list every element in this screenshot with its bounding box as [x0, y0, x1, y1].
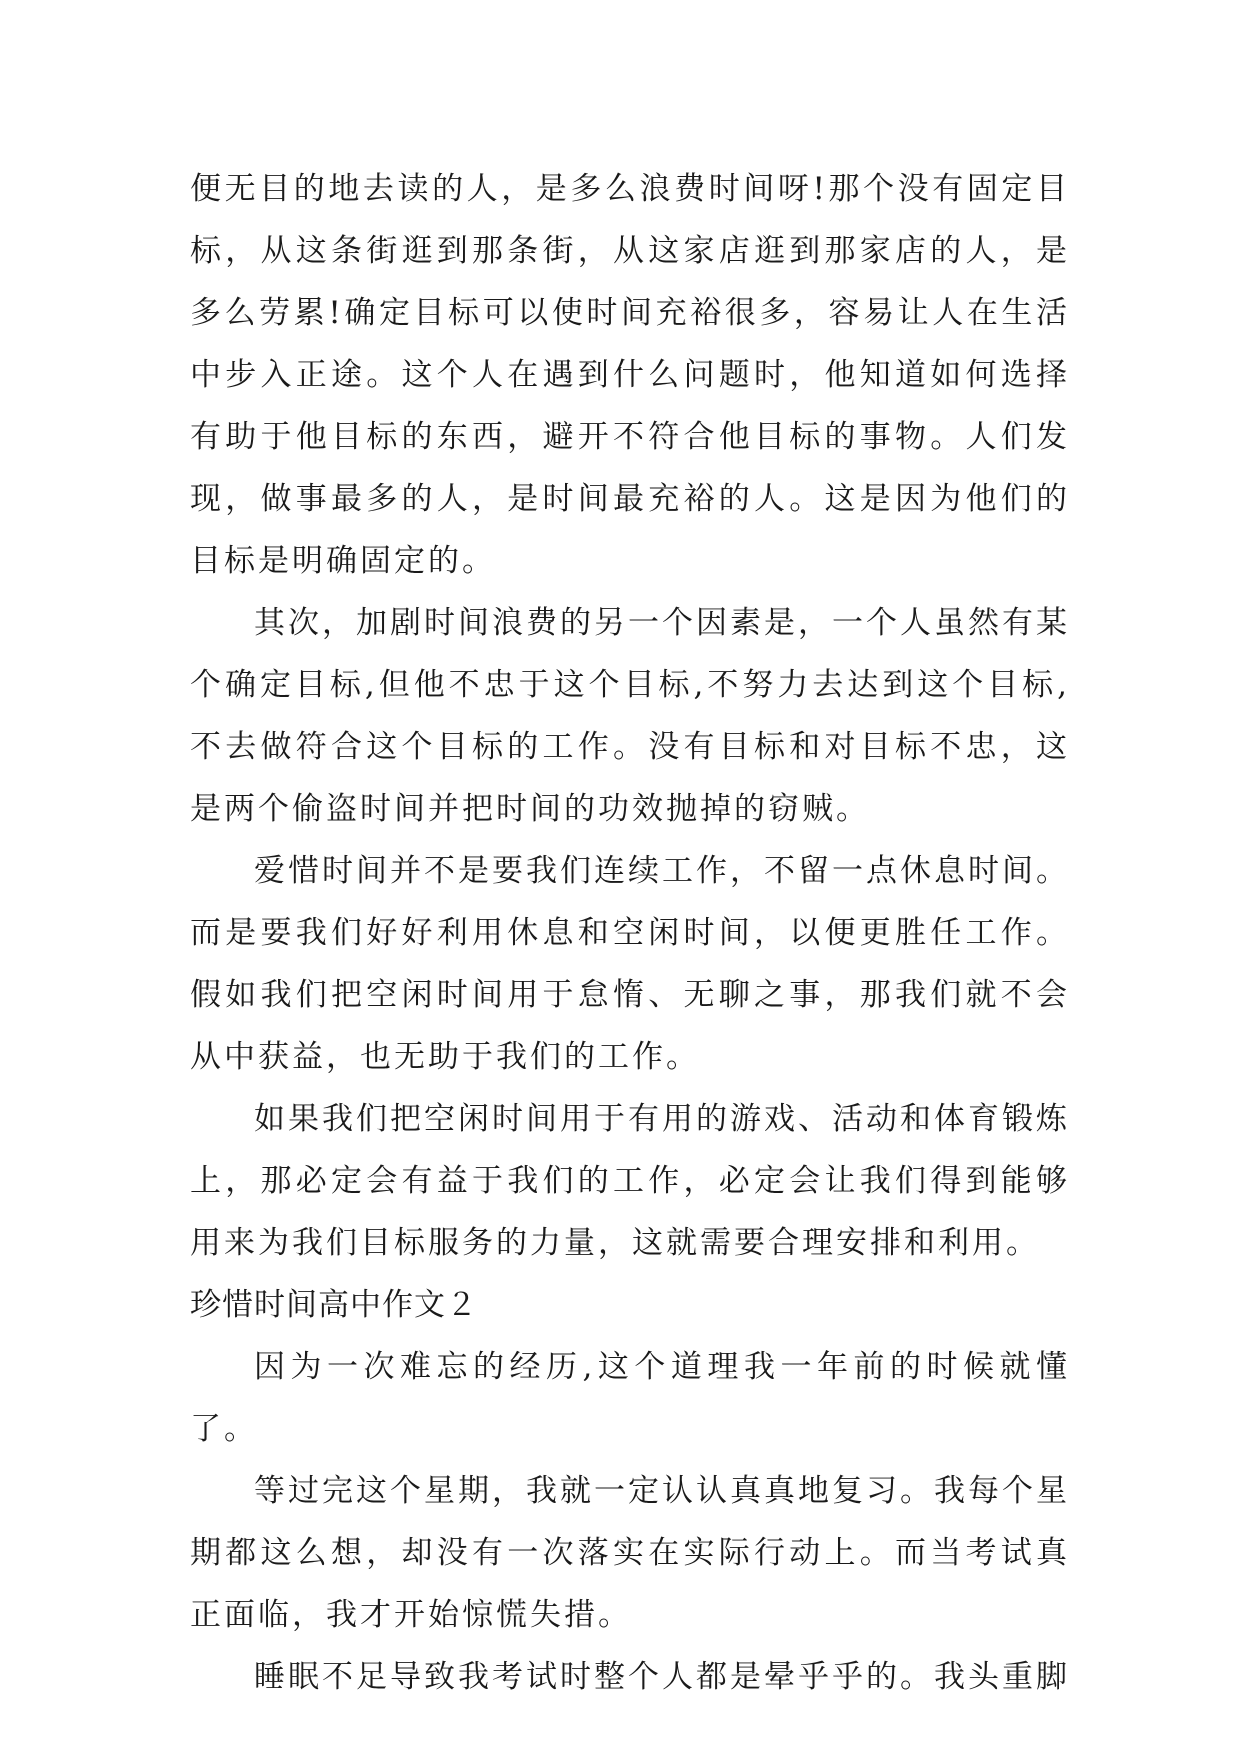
paragraph: 睡眠不足导致我考试时整个人都是晕乎乎的。我头重脚	[254, 1659, 1070, 1695]
paragraph: 如果我们把空闲时间用于有用的游戏、活动和体育锻炼上，那必定会有益于我们的工作，必定会让我们得到能够用来为我们目标服务的力量，这就需要合理安排和利用。	[190, 1101, 1070, 1261]
paragraph: 爱惜时间并不是要我们连续工作，不留一点休息时间。而是要我们好好利用休息和空闲时间，以便更胜任工作。假如我们把空闲时间用于怠惰、无聊之事，那我们就不会从中获益，也无助于我们的工作。	[190, 853, 1070, 1075]
document-body	[190, 158, 1070, 1708]
paragraph: 因为一次难忘的经历,这个道理我一年前的时候就懂了。	[190, 1349, 1070, 1447]
paragraph: 等过完这个星期，我就一定认认真真地复习。我每个星期都这么想，却没有一次落实在实际行动上。而当考试真正面临，我才开始惊慌失措。	[190, 1473, 1070, 1633]
paragraph: 其次，加剧时间浪费的另一个因素是，一个人虽然有某个确定目标,但他不忠于这个目标,不努力去达到这个目标,不去做符合这个目标的工作。没有目标和对目标不忠，这是两个偷盗时间并把时间的功效抛掉的窃贼。	[190, 605, 1070, 827]
section-heading: 珍惜时间高中作文２	[190, 1287, 478, 1323]
paragraph: 便无目的地去读的人，是多么浪费时间呀!那个没有固定目标，从这条街逛到那条街，从这家店逛到那家店的人，是多么劳累!确定目标可以使时间充裕很多，容易让人在生活中步入正途。这个人在遇到什么问题时，他知道如何选择有助于他目标的东西，避开不符合他目标的事物。人们发现，做事最多的人，是时间最充裕的人。这是因为他们的目标是明确固定的。	[190, 171, 1070, 579]
